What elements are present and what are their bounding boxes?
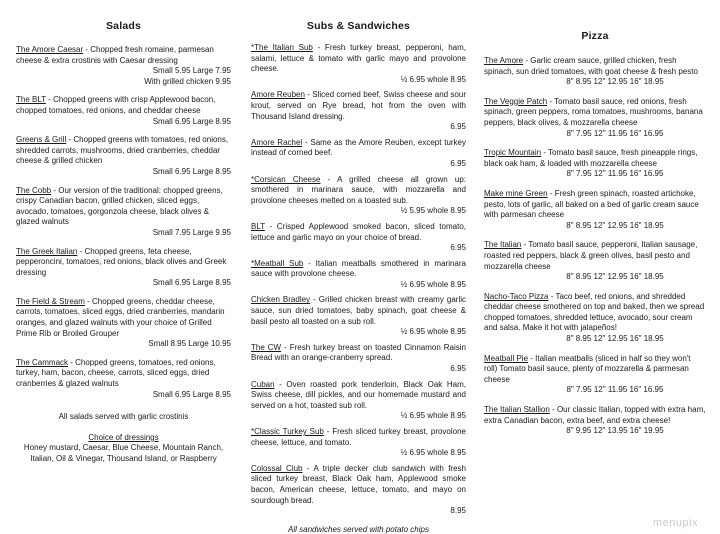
subs-menu-item xyxy=(251,43,466,85)
item-price: 8" 8.95 12" 12.95 16" 18.95 xyxy=(566,334,664,344)
salads-menu-item xyxy=(16,135,231,177)
item-price: Small 7.95 Large 9.95 xyxy=(152,227,231,237)
item-price: Small 6.95 Large 8.95 xyxy=(152,166,231,176)
item-description: - Fresh sliced turkey breast, provolone cheese, lettuce, and tomato. xyxy=(251,427,466,447)
item-price: 8" 8.95 12" 12.95 16" 18.95 xyxy=(566,77,664,87)
item-price: 6.95 xyxy=(450,243,466,253)
item-name: Amore Reuben xyxy=(251,90,305,100)
pizza-heading: Pizza xyxy=(581,30,609,42)
item-price: Small 5.95 Large 7.95 xyxy=(152,66,231,76)
item-price: Small 8.95 Large 10.95 xyxy=(148,339,231,349)
item-name: Nacho-Taco Pizza xyxy=(484,291,549,301)
item-name: *The Italian Sub xyxy=(251,43,313,52)
salads-heading: Salads xyxy=(105,20,142,32)
item-name: Amore Rachel xyxy=(251,137,303,147)
subs-list xyxy=(251,43,466,517)
item-description: - Italian meatballs (sliced in half so they won't roll) Tomato basil sauce, plenty of mozzarella & parmesan cheese xyxy=(484,353,691,384)
item-name: *Corsican Cheese xyxy=(251,174,321,184)
pizza-menu-item xyxy=(484,354,706,396)
salads-column xyxy=(16,0,231,465)
subs-menu-item xyxy=(251,222,466,254)
item-name: The Cammack xyxy=(16,357,69,367)
item-description: - Crisped Applewood smoked bacon, sliced tomato, lettuce and garlic mayo on your choice of bread. xyxy=(251,221,466,242)
item-price: ½ 6.95 whole 8.95 xyxy=(400,279,466,289)
subs-menu-item xyxy=(251,175,466,217)
item-description: - Chopped fresh romaine, parmesan cheese & extra crostinis with Caesar dressing xyxy=(16,45,214,65)
item-description: - Italian meatballs smothered in marinara sauce with provolone cheese. xyxy=(251,258,466,279)
item-price: 6.95 xyxy=(450,364,466,374)
item-price: Small 6.95 Large 8.95 xyxy=(152,389,231,399)
item-description: - Chopped greens with crisp Applewood bacon, chopped tomatoes, red onions, and cheddar cheese xyxy=(16,95,216,115)
item-price: 8" 7.95 12" 11.95 16" 16.95 xyxy=(566,169,664,179)
item-name: The BLT xyxy=(16,95,46,105)
pizza-list xyxy=(484,56,706,437)
item-price: 8" 7.95 12" 11.95 16" 16.95 xyxy=(566,128,664,138)
item-description: - Garlic cream sauce, grilled chicken, fresh spinach, sun dried tomatoes, with goat cheese & fresh pesto xyxy=(484,56,698,76)
pizza-menu-item xyxy=(484,97,706,139)
pizza-menu-item xyxy=(484,56,706,88)
item-description: - A grilled cheese all grown up: smothered in marinara sauce, with mozzarella and provolone cheeses melted on a toasted sub. xyxy=(251,174,466,205)
pizza-menu-item xyxy=(484,240,706,282)
salads-menu-item xyxy=(16,297,231,350)
item-price: 6.95 xyxy=(450,158,466,168)
item-description: - Our classic Italian, topped with extra ham, extra Canadian bacon, extra beef, and extra cheese! xyxy=(484,405,706,425)
pizza-menu-item xyxy=(484,292,706,345)
pizza-menu-item xyxy=(484,405,706,437)
item-price: ½ 6.95 whole 8.95 xyxy=(400,448,466,458)
item-description: - Fresh turkey breast on toasted Cinnamon Raisin Bread with an orange-cranberry spread. xyxy=(251,342,466,363)
item-name: Colossal Club xyxy=(251,463,303,473)
subs-column xyxy=(251,0,466,534)
item-description: - Fresh green spinach, roasted artichoke, pesto, lots of garlic, all baked on a bed of garlic cream sauce with parmesan cheese xyxy=(484,188,699,220)
item-price: 8.95 xyxy=(450,506,466,516)
item-description: - Fresh turkey breast, pepperoni, ham, salami, lettuce & tomato with garlic mayo and provolone cheese. xyxy=(251,43,466,74)
item-price: 8" 7.95 12" 11.95 16" 16.95 xyxy=(566,385,664,395)
item-description: - Grilled chicken breast with creamy garlic sauce, sun dried tomatoes, baby spinach, goat cheese & basil pesto all toasted on a sub roll. xyxy=(251,295,466,326)
item-price: ½ 6.95 whole 8.95 xyxy=(400,411,466,421)
salads-menu-item xyxy=(16,186,231,239)
item-name: Meatball Pie xyxy=(484,353,529,363)
item-name: The Cobb xyxy=(16,185,52,195)
salads-menu-item xyxy=(16,358,231,400)
item-name: Tropic Mountain xyxy=(484,148,542,158)
subs-heading: Subs & Sandwiches xyxy=(306,20,411,32)
item-name: The Amore xyxy=(484,56,524,65)
subs-note: All sandwiches served with potato chips xyxy=(288,524,429,534)
item-name: Make mine Green xyxy=(484,188,548,198)
item-price: ½ 6.95 whole 8.95 xyxy=(400,74,466,84)
item-description: - Tomato basil sauce, fresh pineapple rings, black oak ham, & loaded with mozzarella cheese xyxy=(484,148,698,168)
item-description: - Tomato basil sauce, red onions, fresh spinach, green peppers, roma tomatoes, mushrooms, banana peppers, black olives, & mozzarella cheese xyxy=(484,96,703,127)
item-name: The CW xyxy=(251,342,282,352)
subs-menu-item xyxy=(251,464,466,517)
subs-menu-item xyxy=(251,427,466,459)
item-description: - Chopped greens, tomatoes, red onions, turkey, ham, bacon, cheese, carrots, sliced eggs, dried cranberries & glazed walnuts xyxy=(16,357,216,389)
item-name: The Italian xyxy=(484,240,522,250)
item-price: ½ 6.95 whole 8.95 xyxy=(400,327,466,337)
item-price: Small 6.95 Large 8.95 xyxy=(152,278,231,288)
item-description: - Oven roasted pork tenderloin, Black Oak Ham, Swiss cheese, dill pickles, and our homemade mustard and served on a hot, toasted sub roll. xyxy=(251,379,466,410)
item-name: The Field & Stream xyxy=(16,296,85,306)
subs-menu-item xyxy=(251,380,466,422)
pizza-column xyxy=(484,0,706,446)
subs-menu-item xyxy=(251,138,466,170)
item-name: The Veggie Patch xyxy=(484,96,548,106)
item-description: - Chopped greens, cheddar cheese, carrots, tomatoes, sliced eggs, dried cranberries, mandarin oranges, and glazed walnuts with your choice of Grilled Prime Rib or Broiled Grouper xyxy=(16,296,225,338)
salads-note: All salads served with garlic crostinis xyxy=(58,412,189,422)
salads-menu-item xyxy=(16,45,231,87)
item-name: The Greek Italian xyxy=(16,246,78,256)
item-price: With grilled chicken 9.95 xyxy=(144,76,231,86)
item-price: 8" 8.95 12" 12.95 16" 18.95 xyxy=(566,272,664,282)
item-description: - Tomato basil sauce, pepperoni, Italian sausage, roasted red peppers, black & green olives, basil pesto and mozzarella cheese xyxy=(484,240,698,271)
pizza-menu-item xyxy=(484,148,706,180)
item-name: The Italian Stallion xyxy=(484,405,550,415)
watermark-text: menupix xyxy=(652,517,698,529)
item-price: Small 6.95 Large 8.95 xyxy=(152,116,231,126)
item-price: ½ 5.95 whole 8.95 xyxy=(400,206,466,216)
item-description: - Sliced corned beef, Swiss cheese and sour krout, served on Rye bread, hot from the oven with Thousand Island dressing. xyxy=(251,90,466,121)
dressings-list: Honey mustard, Caesar, Blue Cheese, Mountain Ranch, Italian, Oil & Vinegar, Thousand Island, or Raspberry xyxy=(23,443,224,463)
item-name: Chicken Bradley xyxy=(251,295,311,305)
salads-menu-item xyxy=(16,247,231,289)
item-name: Cuban xyxy=(251,379,275,389)
dressings-heading: Choice of dressings xyxy=(88,432,159,442)
item-price: 8" 9.95 12" 13.95 16" 19.95 xyxy=(566,426,664,436)
item-description: - Chopped greens with tomatoes, red onions, shredded carrots, mushrooms, dried cranberries, cheddar cheese & grilled chicken xyxy=(16,135,229,166)
item-description: - Our version of the traditional: chopped greens, crispy Canadian bacon, grilled chicken, sliced eggs, avocado, tomatoes, gorgonzola cheese, black olives & glazed walnuts xyxy=(16,185,223,227)
item-name: *Meatball Sub xyxy=(251,258,304,268)
item-description: - Chopped greens, feta cheese, pepperoncini, tomatoes, red onions, black olives and Greek dressing xyxy=(16,246,227,277)
pizza-menu-item xyxy=(484,189,706,231)
item-name: BLT xyxy=(251,221,265,231)
item-description: - Taco beef, red onions, and shredded cheddar cheese smothered on top and baked, then we spread chopped tomatoes, shredded lettuce, avocado, sour cream and salsa. Make it hot with jalapeños! xyxy=(484,291,705,333)
subs-menu-item xyxy=(251,259,466,291)
salads-list xyxy=(16,45,231,400)
subs-menu-item xyxy=(251,90,466,132)
item-description: - Same as the Amore Reuben, except turkey instead of corned beef. xyxy=(251,137,467,158)
subs-menu-item xyxy=(251,295,466,337)
item-name: Greens & Grill xyxy=(16,135,67,145)
item-description: - A triple decker club sandwich with fresh sliced turkey breast, Black Oak ham, Applewood smoke bacon, American cheese, lettuce, tomato, and mayo on sourdough bread. xyxy=(251,463,466,505)
item-name: The Amore Caesar xyxy=(16,45,84,54)
salads-menu-item xyxy=(16,95,231,127)
subs-menu-item xyxy=(251,343,466,375)
item-price: 8" 8.95 12" 12.95 16" 18.95 xyxy=(566,220,664,230)
item-name: *Classic Turkey Sub xyxy=(251,427,324,436)
item-price: 6.95 xyxy=(450,122,466,132)
